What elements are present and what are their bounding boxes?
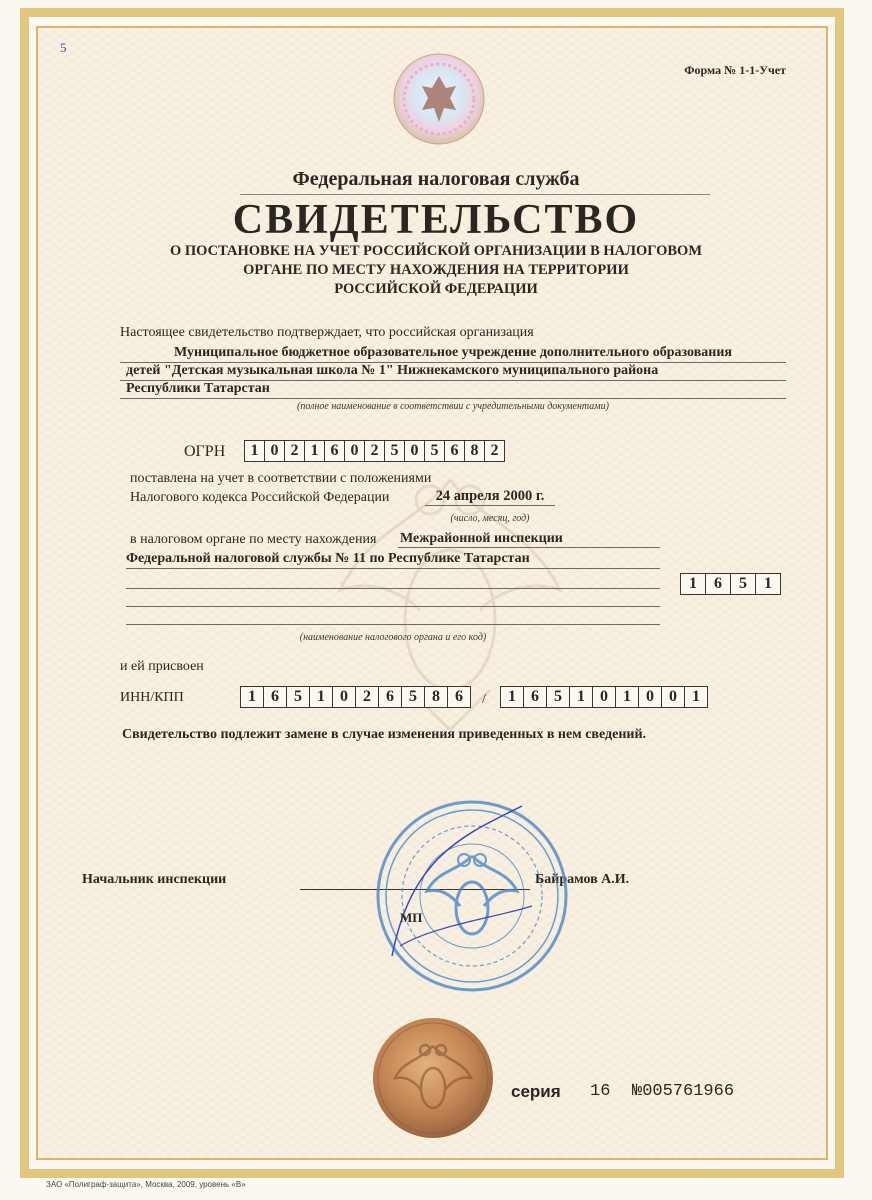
- inn-digit: 5: [286, 686, 310, 708]
- tax-office-caption: (наименование налогового органа и его код): [299, 632, 487, 643]
- inn-digit: 5: [401, 686, 425, 708]
- tax-code-digit: 1: [755, 573, 781, 595]
- ogrn-digit: 6: [324, 440, 345, 462]
- ogrn-cells: [244, 440, 504, 462]
- tax-office-code-cells: [680, 573, 780, 595]
- org-name-caption: (полное наименование в соответствии с учредительными документами): [297, 401, 609, 412]
- inn-digit: 2: [355, 686, 379, 708]
- kpp-cells: [500, 686, 707, 708]
- ogrn-digit: 5: [424, 440, 445, 462]
- form-number: Форма № 1-1-Учет: [684, 63, 786, 77]
- ogrn-digit: 0: [344, 440, 365, 462]
- tax-code-digit: 1: [680, 573, 706, 595]
- subtitle-line: О ПОСТАНОВКЕ НА УЧЕТ РОССИЙСКОЙ ОРГАНИЗАЦИИ В НАЛОГОВОМ: [169, 243, 703, 259]
- inn-kpp-label: ИНН/КПП: [120, 690, 184, 705]
- ogrn-digit: 2: [284, 440, 305, 462]
- printer-note: ЗАО «Полиграф-защита», Москва, 2009, уровень «В»: [46, 1180, 246, 1189]
- agency-underline: [240, 194, 710, 195]
- tax-office-prefix: в налоговом органе по месту нахождения: [130, 532, 377, 547]
- kpp-digit: 0: [638, 686, 662, 708]
- inn-kpp-slash: /: [482, 692, 486, 707]
- seal-mark: МП: [400, 910, 423, 925]
- series-label: серия: [511, 1082, 561, 1101]
- assigned-text: и ей присвоен: [120, 659, 204, 674]
- inn-digit: 1: [309, 686, 333, 708]
- head-title: Начальник инспекции: [82, 872, 227, 887]
- kpp-digit: 5: [546, 686, 570, 708]
- subtitle-line: РОССИЙСКОЙ ФЕДЕРАЦИИ: [334, 281, 538, 297]
- kpp-digit: 1: [615, 686, 639, 708]
- registered-text: поставлена на учет в соответствии с положениями: [130, 471, 432, 486]
- replacement-note: Свидетельство подлежит замене в случае изменения приведенных в нем сведений.: [122, 727, 647, 742]
- tax-code-digit: 6: [705, 573, 731, 595]
- certificate-number: №005761966: [632, 1082, 735, 1101]
- ogrn-label: ОГРН: [184, 443, 226, 460]
- blank-line: [126, 608, 660, 625]
- ogrn-digit: 8: [464, 440, 485, 462]
- ogrn-digit: 0: [264, 440, 285, 462]
- blank-line: [126, 590, 660, 607]
- date-caption: (число, месяц, год): [450, 513, 530, 524]
- kpp-digit: 0: [592, 686, 616, 708]
- inn-digit: 6: [263, 686, 287, 708]
- ogrn-digit: 2: [364, 440, 385, 462]
- ogrn-digit: 1: [244, 440, 265, 462]
- kpp-digit: 6: [523, 686, 547, 708]
- document-title: СВИДЕТЕЛЬСТВО: [232, 197, 640, 243]
- inn-digit: 6: [378, 686, 402, 708]
- tax-code-digit: 5: [730, 573, 756, 595]
- inn-digit: 6: [447, 686, 471, 708]
- ogrn-digit: 1: [304, 440, 325, 462]
- org-name-line: Республики Татарстан: [120, 380, 786, 399]
- blank-line: [126, 572, 660, 589]
- corner-mark: 5: [60, 40, 67, 55]
- org-name-line: Муниципальное бюджетное образовательное учреждение дополнительного образования: [120, 344, 786, 363]
- inn-digit: 1: [240, 686, 264, 708]
- kpp-digit: 0: [661, 686, 685, 708]
- intro-text: Настоящее свидетельство подтверждает, что российская организация: [120, 325, 534, 340]
- hologram-emblem-icon: [392, 52, 486, 146]
- ogrn-digit: 5: [384, 440, 405, 462]
- head-name: Байрамов А.И.: [535, 872, 630, 887]
- kpp-digit: 1: [569, 686, 593, 708]
- org-name-line: детей "Детская музыкальная школа № 1" Нижнекамского муниципального района: [120, 362, 786, 381]
- agency-name: Федеральная налоговая служба: [292, 168, 580, 190]
- kpp-digit: 1: [684, 686, 708, 708]
- ogrn-digit: 2: [484, 440, 505, 462]
- document-subtitle: [0, 242, 872, 299]
- tax-office-line: Федеральной налоговой службы № 11 по Республике Татарстан: [126, 550, 660, 569]
- ogrn-digit: 6: [444, 440, 465, 462]
- tax-code-text: Налогового кодекса Российской Федерации: [130, 490, 390, 505]
- round-seal-icon: [372, 796, 572, 996]
- gold-embossed-seal-icon: [371, 1016, 495, 1140]
- tax-office-line: Межрайонной инспекции: [398, 531, 660, 548]
- inn-digit: 8: [424, 686, 448, 708]
- inn-cells: [240, 686, 470, 708]
- registration-date: 24 апреля 2000 г.: [425, 488, 555, 506]
- subtitle-line: ОРГАНЕ ПО МЕСТУ НАХОЖДЕНИЯ НА ТЕРРИТОРИИ: [243, 262, 629, 278]
- series-value: 16: [590, 1082, 611, 1101]
- inn-digit: 0: [332, 686, 356, 708]
- kpp-digit: 1: [500, 686, 524, 708]
- ogrn-digit: 0: [404, 440, 425, 462]
